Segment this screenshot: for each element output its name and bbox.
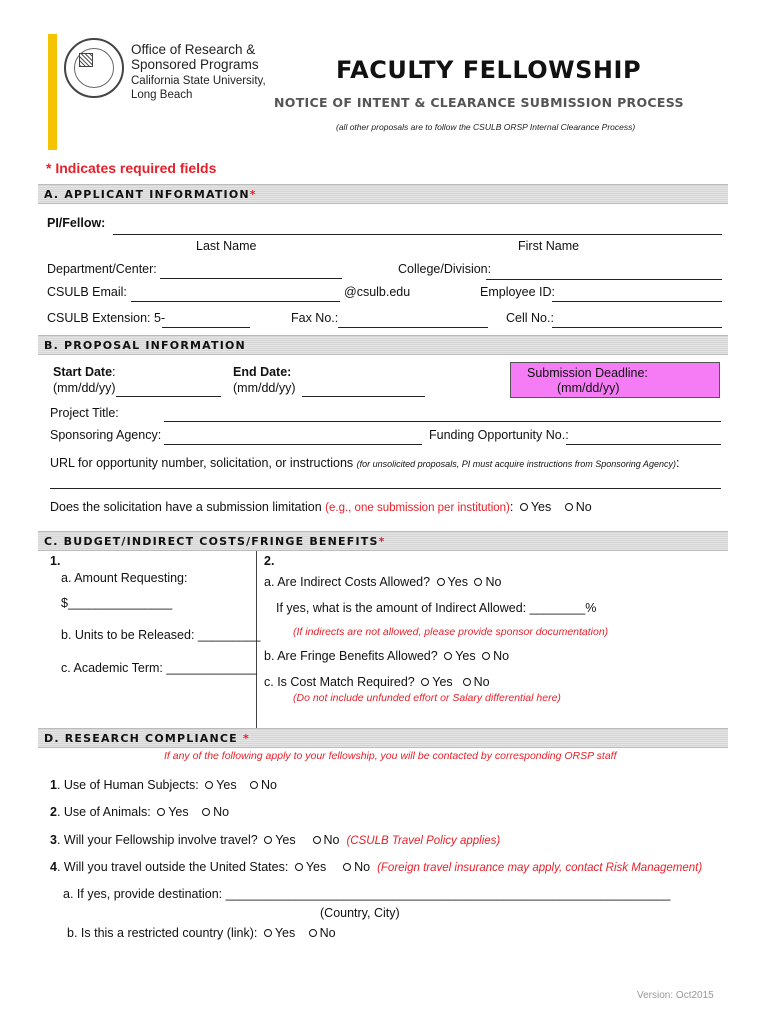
submission-limitation-question: Does the solicitation have a submission limitation (e.g., one submission per institution): Yes No bbox=[50, 500, 592, 514]
sponsoring-agency-label: Sponsoring Agency: bbox=[50, 428, 162, 442]
page-subtitle: NOTICE OF INTENT & CLEARANCE SUBMISSION PROCESS bbox=[274, 95, 684, 110]
foreign-travel-question: 4. Will you travel outside the United States: Yes No (Foreign travel insurance may apply, contact Risk Management) bbox=[50, 860, 703, 874]
human-subjects-yes-radio[interactable] bbox=[205, 781, 213, 789]
animals-yes-radio[interactable] bbox=[157, 808, 165, 816]
fringe-yes-radio[interactable] bbox=[444, 652, 452, 660]
department-label: Department/Center: bbox=[47, 262, 157, 276]
compliance-intro: If any of the following apply to your fellowship, you will be contacted by corresponding ORSP staff bbox=[164, 750, 617, 762]
units-released-field[interactable]: b. Units to be Released: _________ bbox=[61, 628, 261, 642]
end-date-field[interactable] bbox=[302, 396, 425, 397]
start-date-format: (mm/dd/yy) bbox=[53, 381, 116, 395]
foreign-travel-no-radio[interactable] bbox=[343, 863, 351, 871]
indirect-costs-question: a. Are Indirect Costs Allowed? Yes No bbox=[264, 575, 502, 589]
section-b-header bbox=[38, 335, 728, 355]
fax-field[interactable] bbox=[338, 327, 488, 328]
university-seal-icon bbox=[64, 38, 124, 98]
header-note: (all other proposals are to follow the CSULB ORSP Internal Clearance Process) bbox=[336, 122, 636, 132]
employee-id-field[interactable] bbox=[552, 301, 722, 302]
travel-no-radio[interactable] bbox=[313, 836, 321, 844]
university-line1: California State University, bbox=[131, 75, 266, 87]
travel-question: 3. Will your Fellowship involve travel? Yes No (CSULB Travel Policy applies) bbox=[50, 833, 501, 847]
cost-match-yes-radio[interactable] bbox=[421, 678, 429, 686]
section-a-title: A. APPLICANT INFORMATION* bbox=[44, 188, 257, 201]
section-c-col1-number: 1. bbox=[50, 554, 61, 568]
url-field[interactable] bbox=[50, 488, 721, 489]
end-date-format: (mm/dd/yy) bbox=[233, 381, 296, 395]
funding-opportunity-field[interactable] bbox=[566, 444, 721, 445]
section-d-title: D. RESEARCH COMPLIANCE * bbox=[44, 732, 250, 745]
cost-match-question: c. Is Cost Match Required? Yes No bbox=[264, 675, 490, 689]
cost-match-no-radio[interactable] bbox=[463, 678, 471, 686]
department-field[interactable] bbox=[160, 278, 342, 279]
employee-id-label: Employee ID: bbox=[480, 285, 556, 299]
college-field[interactable] bbox=[486, 279, 722, 280]
section-c-title: C. BUDGET/INDIRECT COSTS/FRINGE BENEFITS* bbox=[44, 535, 386, 548]
email-label: CSULB Email: bbox=[47, 285, 127, 299]
limitation-no-radio[interactable] bbox=[565, 503, 573, 511]
amount-requesting-label: a. Amount Requesting: bbox=[61, 571, 188, 585]
pi-fellow-label: PI/Fellow: bbox=[47, 216, 106, 230]
section-d-header bbox=[38, 728, 728, 748]
foreign-travel-yes-radio[interactable] bbox=[295, 863, 303, 871]
limitation-yes-radio[interactable] bbox=[520, 503, 528, 511]
url-label: URL for opportunity number, solicitation, or instructions (for unsolicited proposals, PI must acquire instructions from Sponsoring Agency): bbox=[50, 456, 680, 470]
yellow-accent-bar bbox=[48, 34, 57, 150]
project-title-label: Project Title: bbox=[50, 406, 119, 420]
destination-field[interactable]: a. If yes, provide destination: ________________________________________________________________ bbox=[63, 887, 671, 901]
required-fields-note: * Indicates required fields bbox=[46, 160, 217, 176]
seal-shield bbox=[79, 53, 93, 67]
cost-match-note: (Do not include unfunded effort or Salary differential here) bbox=[293, 692, 561, 704]
animals-question: 2. Use of Animals: Yes No bbox=[50, 805, 230, 819]
deadline-label: Submission Deadline: bbox=[527, 366, 648, 380]
start-date-field[interactable] bbox=[116, 396, 221, 397]
human-subjects-no-radio[interactable] bbox=[250, 781, 258, 789]
indirect-amount-field[interactable]: If yes, what is the amount of Indirect Allowed: ________% bbox=[276, 601, 597, 615]
version-label: Version: Oct2015 bbox=[637, 990, 714, 1001]
end-date-label: End Date: bbox=[233, 365, 292, 379]
submission-deadline-box[interactable] bbox=[510, 362, 720, 398]
fax-label: Fax No.: bbox=[291, 311, 339, 325]
extension-field[interactable] bbox=[162, 327, 250, 328]
academic-term-field[interactable]: c. Academic Term: _____________ bbox=[61, 661, 257, 675]
deadline-format: (mm/dd/yy) bbox=[557, 381, 620, 395]
extension-label: CSULB Extension: 5- bbox=[47, 311, 166, 325]
section-c-col2-number: 2. bbox=[264, 554, 275, 568]
section-c-header bbox=[38, 531, 728, 551]
indirect-note: (If indirects are not allowed, please provide sponsor documentation) bbox=[293, 626, 609, 638]
indirect-no-radio[interactable] bbox=[474, 578, 482, 586]
cell-label: Cell No.: bbox=[506, 311, 554, 325]
human-subjects-question: 1. Use of Human Subjects: Yes No bbox=[50, 778, 277, 792]
office-name-line1: Office of Research & bbox=[131, 42, 256, 57]
section-b-title: B. PROPOSAL INFORMATION bbox=[44, 339, 246, 352]
university-line2: Long Beach bbox=[131, 89, 193, 101]
funding-opportunity-label: Funding Opportunity No.: bbox=[429, 428, 569, 442]
amount-requesting-field[interactable]: $_______________ bbox=[61, 596, 173, 610]
college-label: College/Division: bbox=[398, 262, 492, 276]
travel-yes-radio[interactable] bbox=[264, 836, 272, 844]
pi-fellow-field[interactable] bbox=[113, 234, 722, 235]
sponsoring-agency-field[interactable] bbox=[164, 444, 422, 445]
start-date-label: Start Date: bbox=[53, 365, 116, 379]
fringe-benefits-question: b. Are Fringe Benefits Allowed? Yes No bbox=[264, 649, 510, 663]
cell-field[interactable] bbox=[552, 327, 722, 328]
restricted-country-question: b. Is this a restricted country (link): Yes No bbox=[67, 926, 336, 940]
page-title: FACULTY FELLOWSHIP bbox=[336, 56, 642, 84]
restricted-no-radio[interactable] bbox=[309, 929, 317, 937]
email-field[interactable] bbox=[131, 301, 340, 302]
fringe-no-radio[interactable] bbox=[482, 652, 490, 660]
indirect-yes-radio[interactable] bbox=[437, 578, 445, 586]
animals-no-radio[interactable] bbox=[202, 808, 210, 816]
restricted-yes-radio[interactable] bbox=[264, 929, 272, 937]
section-a-header bbox=[38, 184, 728, 204]
project-title-field[interactable] bbox=[164, 421, 721, 422]
office-name-line2: Sponsored Programs bbox=[131, 57, 259, 72]
email-suffix: @csulb.edu bbox=[344, 285, 411, 299]
country-city-caption: (Country, City) bbox=[320, 906, 400, 920]
last-name-caption: Last Name bbox=[196, 239, 257, 253]
first-name-caption: First Name bbox=[518, 239, 580, 253]
